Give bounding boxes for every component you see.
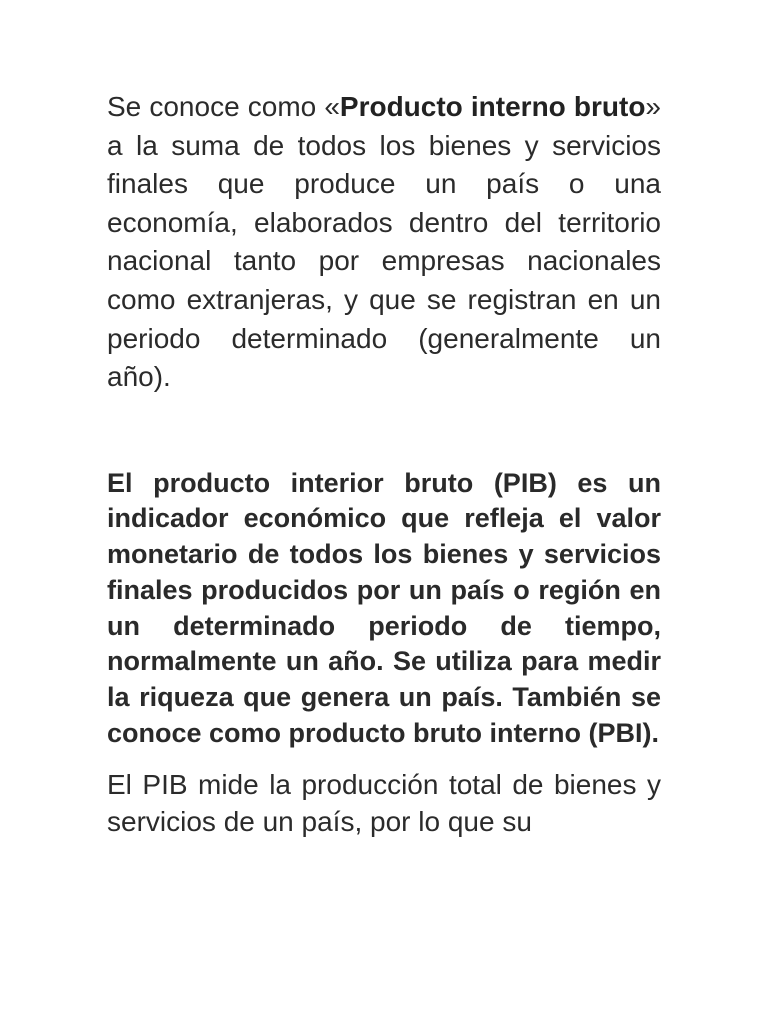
pib-measure-paragraph: El PIB mide la producción total de bienes y servicios de un país, por lo que su [107,769,661,837]
definition-intro: Se conoce como « [107,91,340,122]
definition-body: » a la suma de todos los bienes y servicios finales que produce un país o una economía, elaborados dentro del territorio nacional tanto por empresas nacionales como extranjeras, y que se registran en un periodo determinado (generalmente un año). [107,91,661,393]
definition-paragraph [107,88,661,397]
defined-term: Producto interno bruto [339,91,646,122]
document-page [107,88,661,840]
pib-indicator-paragraph: El producto interior bruto (PIB) es un indicador económico que refleja el valor monetario de todos los bienes y servicios finales producidos por un país o región en un determinado periodo de tiempo, normalmente un año. Se utiliza para medir la riqueza que genera un país. También se conoce como producto bruto interno (PBI). [107,467,661,748]
